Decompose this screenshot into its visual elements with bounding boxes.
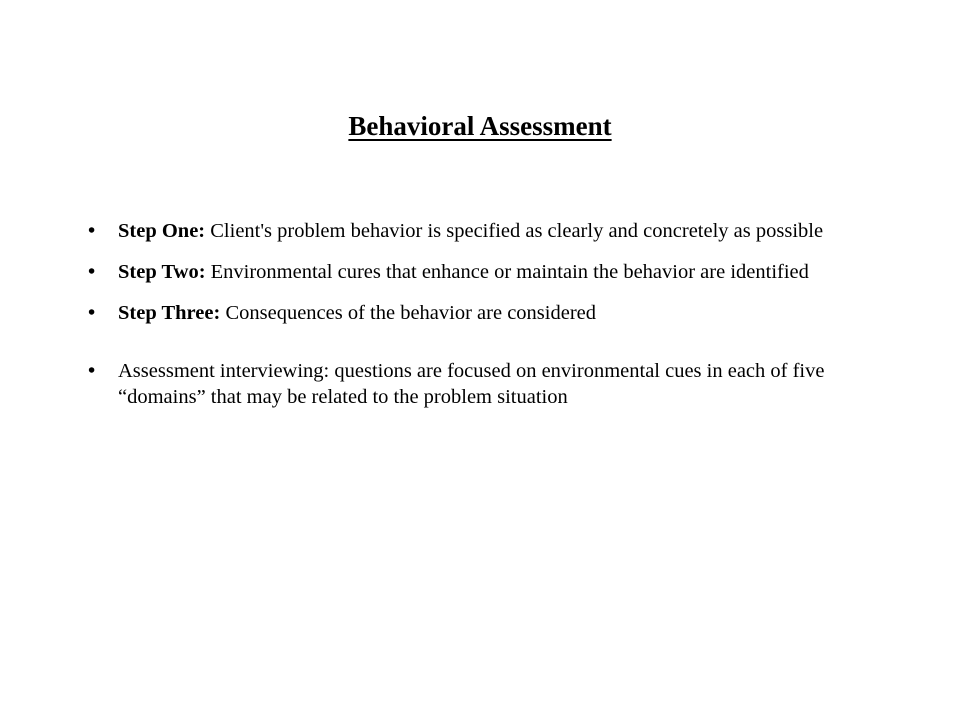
step-one-label: Step One:: [118, 220, 206, 242]
bullet-icon: •: [88, 261, 96, 283]
bullet-icon: •: [88, 302, 96, 324]
bullet-item-assessment-interviewing: [88, 358, 888, 410]
bullet-item-step-one: [88, 218, 888, 244]
bullet-icon: •: [88, 220, 96, 242]
bullet-item-step-three: [88, 300, 888, 326]
assessment-interviewing-text: Assessment interviewing: questions are focused on environmental cues in each of five “domains” that may be related to the problem situation: [118, 360, 825, 408]
step-two-label: Step Two:: [118, 261, 206, 283]
slide-title: Behavioral Assessment: [348, 111, 612, 141]
bullet-list: [88, 218, 888, 425]
bullet-item-step-two: [88, 259, 888, 285]
step-one-text: Client's problem behavior is specified as clearly and concretely as possible: [205, 220, 824, 242]
step-two-text: Environmental cures that enhance or maintain the behavior are identified: [205, 261, 809, 283]
step-three-label: Step Three:: [118, 302, 221, 324]
bullet-icon: •: [88, 360, 96, 382]
step-three-text: Consequences of the behavior are considered: [220, 302, 596, 324]
